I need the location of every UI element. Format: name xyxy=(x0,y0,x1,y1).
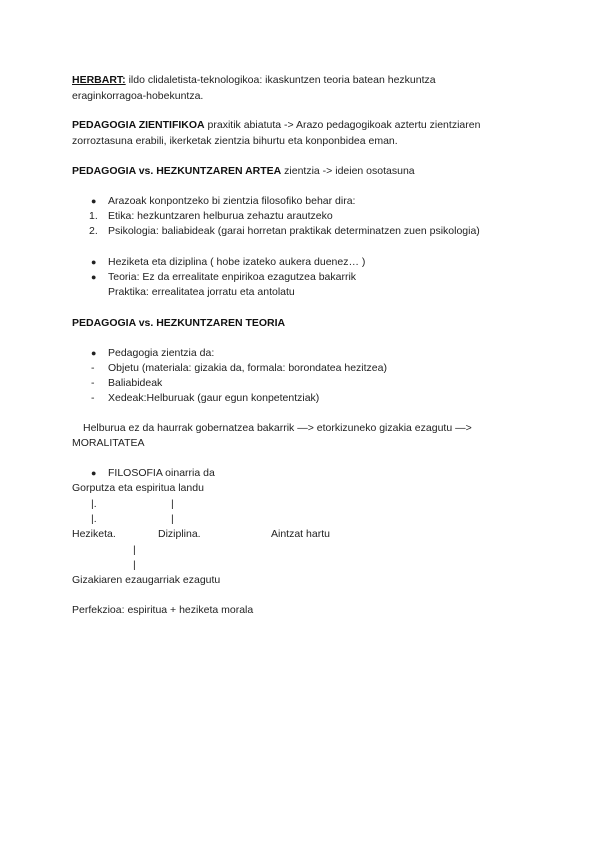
list2-item-1: Heziketa eta diziplina ( hobe izateko aukera duenez… ) xyxy=(108,256,366,268)
gorputza-text: Gorputza eta espiritua landu xyxy=(72,482,204,494)
tree-connector: | xyxy=(171,498,174,510)
helburua-text-2: MORALITATEA xyxy=(72,437,145,449)
diziplina-text: Diziplina. xyxy=(158,528,201,540)
helburua-text-1: Helburua ez da haurrak gobernatzea bakarrik —> etorkizuneko gizakia ezagutu —> xyxy=(83,422,472,434)
list3-item-1: Objetu (materiala: gizakia da, formala: borondatea hezitzea) xyxy=(108,362,387,374)
zientifikoa-line-1 xyxy=(72,118,480,132)
artea-line xyxy=(72,164,415,178)
herbart-text-2: eraginkorragoa-hobekuntza. xyxy=(72,90,204,102)
tree-connector: |. xyxy=(91,498,97,510)
list3-dash-1: - xyxy=(91,362,95,374)
list1-item-2: Psikologia: baliabideak (garai horretan praktikak determinatzen zuen psikologia) xyxy=(108,225,480,237)
zientifikoa-heading: PEDAGOGIA ZIENTIFIKOA xyxy=(72,119,205,131)
list3-bullet-text: Pedagogia zientzia da: xyxy=(108,347,215,359)
bullet-icon: ● xyxy=(91,272,97,282)
herbart-line-1 xyxy=(72,73,436,87)
tree-connector: | xyxy=(133,544,136,556)
herbart-heading: HERBART: xyxy=(72,74,126,86)
artea-heading: PEDAGOGIA vs. HEZKUNTZAREN ARTEA xyxy=(72,165,282,177)
filosofia-bullet-text: FILOSOFIA oinarria da xyxy=(108,467,215,479)
tree-connector: | xyxy=(171,513,174,525)
perfekzioa-text: Perfekzioa: espiritua + heziketa morala xyxy=(72,604,254,616)
bullet-icon: ● xyxy=(91,196,97,206)
list1-item-1: Etika: hezkuntzaren helburua zehaztu arautzeko xyxy=(108,210,333,222)
bullet-icon: ● xyxy=(91,257,97,267)
list2-item-2: Teoria: Ez da errealitate enpirikoa ezagutzea bakarrik xyxy=(108,271,357,283)
list1-number-1: 1. xyxy=(89,210,98,222)
list3-item-2: Baliabideak xyxy=(108,377,163,389)
artea-text: zientzia -> ideien osotasuna xyxy=(281,165,415,177)
list3-item-3: Xedeak:Helburuak (gaur egun konpetentziak) xyxy=(108,392,320,404)
list3-dash-3: - xyxy=(91,392,95,404)
tree-connector: | xyxy=(133,559,136,571)
gizakiaren-text: Gizakiaren ezaugarriak ezagutu xyxy=(72,574,221,586)
zientifikoa-text-2: zorroztasuna erabili, ikerketak zientzia bihurtu eta konponbidea eman. xyxy=(72,135,398,147)
aintzat-text: Aintzat hartu xyxy=(271,528,330,540)
herbart-text-1: ildo clidaletista-teknologikoa: ikaskuntzen teoria batean hezkuntza xyxy=(125,74,436,86)
zientifikoa-text-1: praxitik abiatuta -> Arazo pedagogikoak aztertu zientziaren xyxy=(204,119,481,131)
tree-connector: |. xyxy=(91,513,97,525)
list2-item-2-cont: Praktika: errealitatea jorratu eta antolatu xyxy=(108,286,295,298)
list1-number-2: 2. xyxy=(89,225,98,237)
list3-dash-2: - xyxy=(91,377,95,389)
list1-bullet-text: Arazoak konpontzeko bi zientzia filosofiko behar dira: xyxy=(108,195,356,207)
heziketa-text: Heziketa. xyxy=(72,528,116,540)
bullet-icon: ● xyxy=(91,468,97,478)
bullet-icon: ● xyxy=(91,348,97,358)
teoria-heading: PEDAGOGIA vs. HEZKUNTZAREN TEORIA xyxy=(72,317,286,329)
